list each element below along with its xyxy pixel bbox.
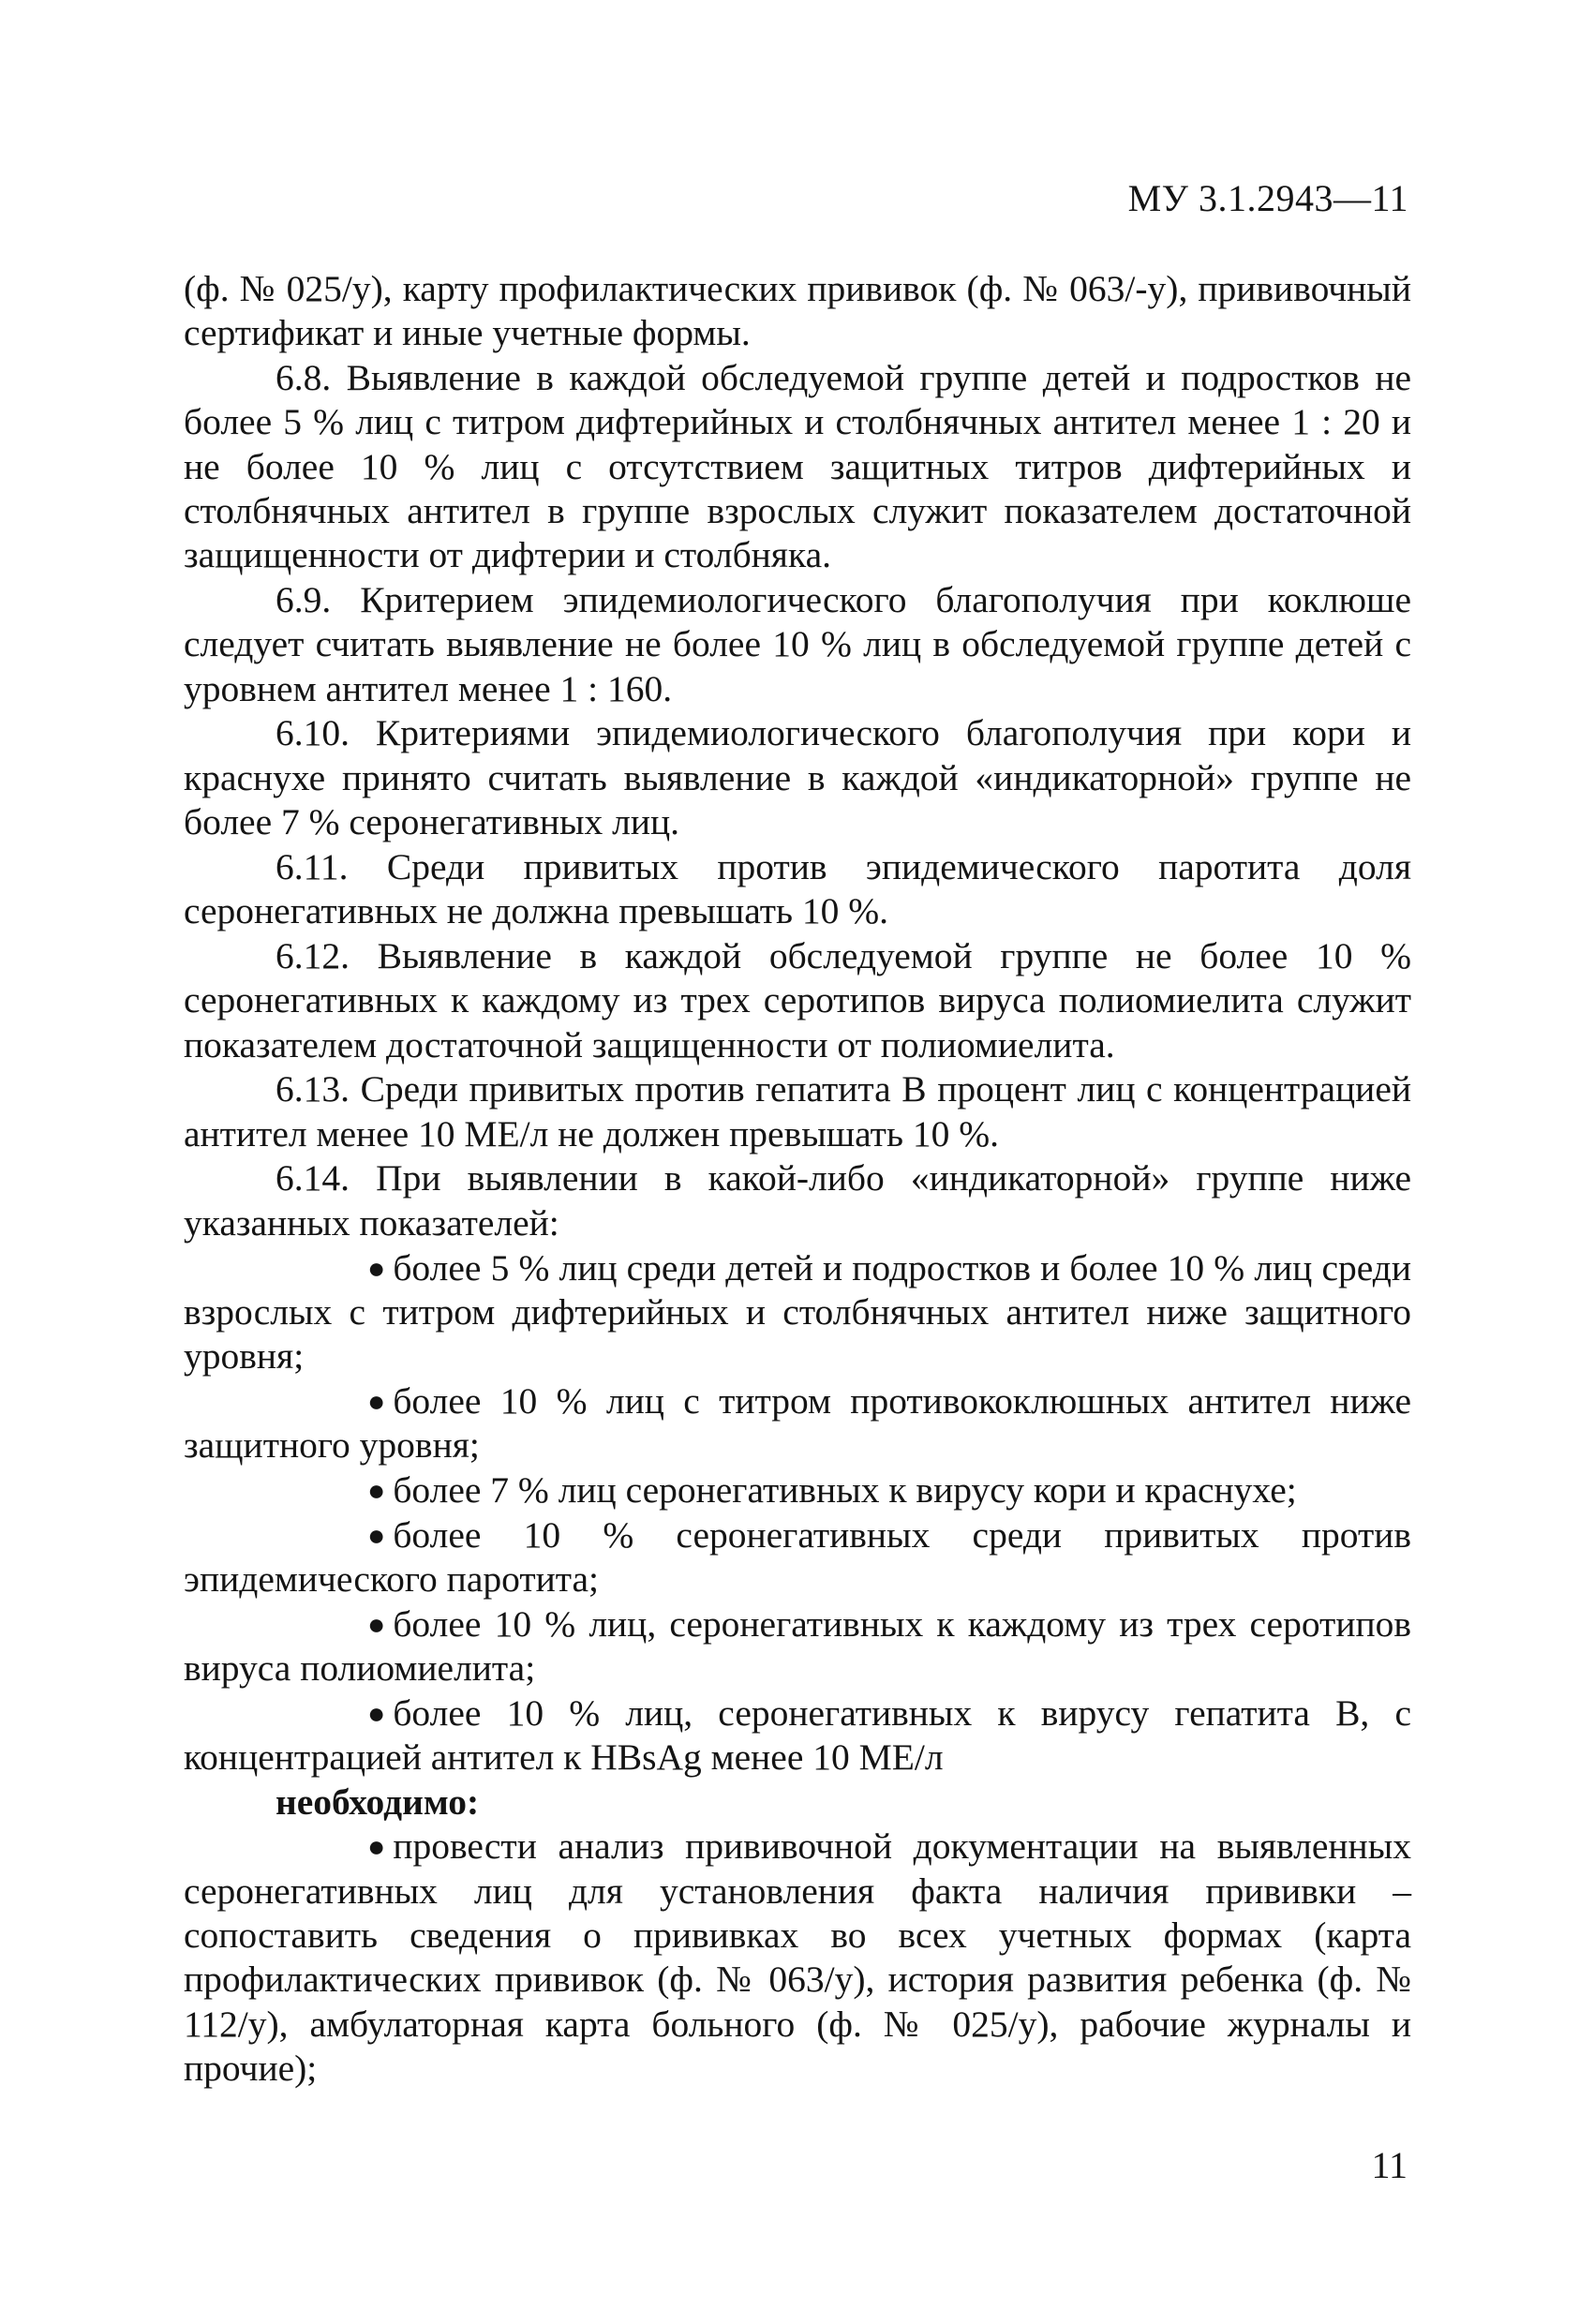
bullet-icon: ● bbox=[367, 1696, 386, 1730]
bullet-icon: ● bbox=[367, 1606, 386, 1641]
bullet-item bbox=[184, 1691, 1411, 1780]
bullet-text: более 7 % лиц серонегативных к вирусу кори и краснухе; bbox=[393, 1469, 1297, 1512]
paragraph-6-8: 6.8. Выявление в каждой обследуемой группе детей и подростков не более 5 % лиц с титром дифтерийных и столбнячных антител менее 1 : 20 и не более 10 % лиц с отсутствием защитных титров дифтерийных и столбнячных антител в группе взрослых служит показателем достаточной защищенности от дифтерии и столбняка. bbox=[184, 357, 1411, 576]
bullet-icon: ● bbox=[367, 1250, 386, 1285]
paragraph-6-12: 6.12. Выявление в каждой обследуемой группе не более 10 % серонегативных к каждому из трех серотипов вируса полиомиелита служит показателем достаточной защищенности от полиомиелита. bbox=[184, 934, 1411, 1065]
bullet-text: более 10 % лиц с титром противококлюшных антител ниже защитного уровня; bbox=[184, 1379, 1411, 1467]
page-number: 11 bbox=[1371, 2144, 1408, 2186]
bullet-text: более 10 % серонегативных среди привитых против эпидемического паротита; bbox=[184, 1513, 1411, 1601]
paragraph-6-14: 6.14. При выявлении в какой-либо «индикаторной» группе ниже указанных показателей: bbox=[184, 1157, 1411, 1244]
necessary-label: необходимо: bbox=[276, 1780, 480, 1823]
bullet-text: более 5 % лиц среди детей и подростков и более 10 % лиц среди взрослых с титром дифтерийных и столбнячных антител ниже защитного уровня; bbox=[184, 1246, 1411, 1378]
bullet-text: более 10 % лиц, серонегативных к каждому из трех серотипов вируса полиомиелита; bbox=[184, 1602, 1411, 1690]
bullet-icon: ● bbox=[367, 1829, 386, 1864]
document-code-header: МУ 3.1.2943—11 bbox=[1127, 177, 1408, 219]
bullet-icon: ● bbox=[367, 1517, 386, 1552]
paragraph-continuation: (ф. № 025/у), карту профилактических прививок (ф. № 063/-у), прививочный сертификат и иные учетные формы. bbox=[184, 268, 1411, 354]
paragraph-6-9: 6.9. Критерием эпидемиологического благополучия при коклюше следует считать выявление не более 10 % лиц в обследуемой группе детей с уровнем антител менее 1 : 160. bbox=[184, 579, 1411, 709]
document-body bbox=[184, 267, 1411, 2091]
paragraph-6-10: 6.10. Критериями эпидемиологического благополучия при кори и краснухе принято считать выявление в каждой «индикаторной» группе не более 7 % серонегативных лиц. bbox=[184, 712, 1411, 843]
bullet-item bbox=[184, 1825, 1411, 2091]
paragraph-6-13: 6.13. Среди привитых против гепатита В процент лиц с концентрацией антител менее 10 МЕ/л не должен превышать 10 %. bbox=[184, 1068, 1411, 1155]
bullet-icon: ● bbox=[367, 1473, 386, 1508]
paragraph-6-11: 6.11. Среди привитых против эпидемического паротита доля серонегативных не должна превышать 10 %. bbox=[184, 845, 1411, 932]
bullet-item bbox=[184, 1379, 1411, 1468]
bullet-item bbox=[184, 1246, 1411, 1379]
bullet-text: более 10 % лиц, серонегативных к вирусу гепатита В, с концентрацией антител к HBsAg менее 10 МЕ/л bbox=[184, 1692, 1411, 1779]
bullet-icon: ● bbox=[367, 1383, 386, 1418]
bullet-item bbox=[184, 1513, 1411, 1602]
bullet-item bbox=[184, 1602, 1411, 1691]
bullet-text: провести анализ прививочной документации на выявленных серонегативных лиц для установления факта наличия прививки – сопоставить сведения о прививках во всех учетных формах (карта профилактических прививок (ф. № 063/у), история развития ребенка (ф. № 112/у), амбулаторная карта больного (ф. № 025/у), рабочие журналы и прочие); bbox=[184, 1825, 1411, 2089]
bullet-item bbox=[184, 1468, 1411, 1512]
